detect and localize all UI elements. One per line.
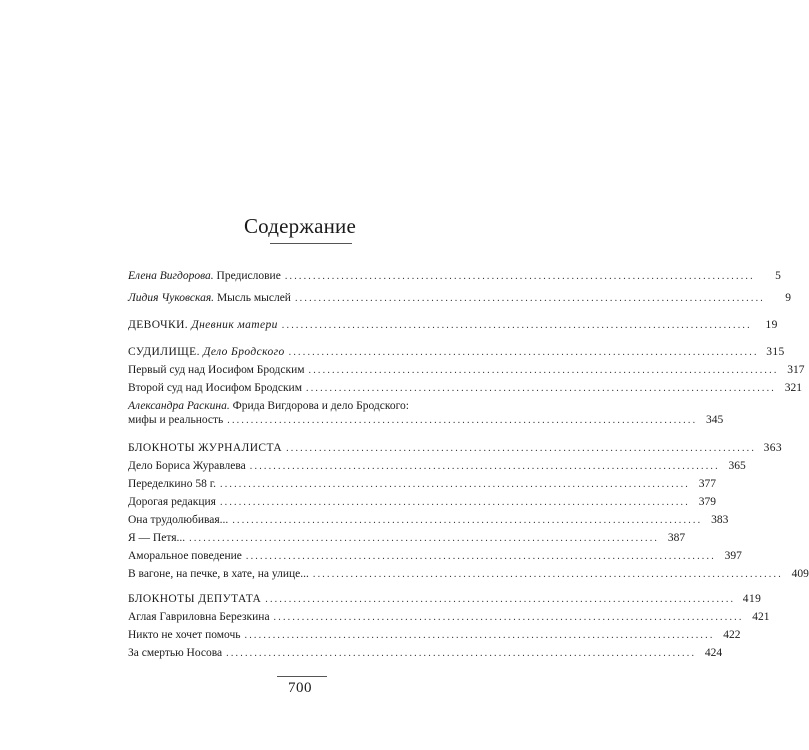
toc-subtitle: Дело Бродского	[203, 346, 285, 358]
dot-leader: ....................................................................................................	[265, 594, 736, 605]
toc-page-number: 377	[698, 478, 716, 490]
toc-entry[interactable]	[128, 567, 809, 582]
toc-entry-preface[interactable]	[128, 269, 781, 284]
toc-entry[interactable]	[128, 646, 723, 661]
toc-title: Переделкино 58 г.	[128, 478, 216, 490]
toc-title: Она трудолюбивая...	[128, 514, 229, 526]
dot-leader: ....................................................................................................	[294, 293, 765, 304]
dot-leader: ....................................................................................................	[220, 479, 690, 490]
toc-entry-thought[interactable]	[128, 291, 791, 306]
toc-section-deputy[interactable]	[128, 592, 762, 607]
toc-page-number: 315	[766, 346, 785, 358]
page-title: Содержание	[243, 214, 357, 238]
dot-leader: ....................................................................................................	[281, 320, 752, 331]
toc-page-number: 422	[723, 629, 741, 641]
toc-page-number: 345	[706, 414, 724, 426]
toc-title: БЛОКНОТЫ ДЕПУТАТА	[128, 593, 262, 605]
toc-entry[interactable]	[128, 531, 686, 546]
dot-leader: ....................................................................................................	[245, 551, 716, 562]
dot-leader: ....................................................................................................	[306, 383, 776, 394]
toc-author: Александра Раскина.	[128, 400, 230, 412]
toc-title: Дело Бориса Журавлева	[128, 460, 246, 472]
toc-entry[interactable]	[128, 381, 802, 396]
toc-entry[interactable]	[128, 628, 741, 643]
dot-leader: ....................................................................................................	[189, 533, 660, 544]
dot-leader: ....................................................................................................	[226, 648, 697, 659]
dot-leader: ....................................................................................................	[244, 630, 715, 641]
page-number: 700	[288, 680, 312, 696]
toc-page-number: 317	[787, 364, 805, 376]
toc-author: Елена Вигдорова.	[128, 270, 214, 282]
toc-section-sudilishche[interactable]	[128, 345, 785, 360]
toc-title-continued: мифы и реальность	[128, 414, 224, 426]
toc-title: ДЕВОЧКИ.	[128, 319, 192, 331]
toc-author: Лидия Чуковская.	[128, 292, 215, 304]
toc-page-number: 9	[785, 292, 791, 304]
dot-leader: ....................................................................................................	[286, 443, 757, 454]
dot-leader: ....................................................................................................	[288, 347, 759, 358]
toc-page-number: 397	[724, 550, 742, 562]
toc-title: Фрида Вигдорова и дело Бродского:	[229, 400, 409, 412]
toc-title: В вагоне, на печке, в хате, на улице...	[128, 568, 309, 580]
toc-page-number: 5	[775, 270, 781, 282]
toc-entry-raskina[interactable]	[128, 399, 724, 428]
toc-title: Дорогая редакция	[128, 496, 216, 508]
dot-leader: ....................................................................................................	[219, 497, 690, 508]
toc-page-number: 409	[791, 568, 809, 580]
toc-title: Предисловие	[213, 270, 281, 282]
folio-divider	[277, 676, 327, 677]
toc-page-number: 387	[667, 532, 686, 544]
dot-leader: ....................................................................................................	[249, 461, 720, 472]
dot-leader: ....................................................................................................	[284, 271, 755, 282]
toc-page-number: 421	[752, 611, 770, 623]
toc-page-number: 424	[704, 647, 723, 659]
toc-page-number: 419	[742, 593, 762, 605]
toc-page-number: 383	[711, 514, 729, 526]
toc-page-number: 365	[728, 460, 746, 472]
dot-leader: ....................................................................................................	[312, 569, 783, 580]
toc-title: Второй суд над Иосифом Бродским	[128, 382, 302, 394]
toc-entry[interactable]	[128, 513, 729, 528]
toc-page-number: 19	[765, 319, 778, 331]
table-of-contents	[128, 0, 809, 750]
toc-page-number: 363	[763, 442, 783, 454]
toc-section-journalist[interactable]	[128, 441, 783, 456]
toc-title: Первый суд над Иосифом Бродским	[128, 364, 305, 376]
toc-entry[interactable]	[128, 477, 716, 492]
toc-entry[interactable]	[128, 459, 746, 474]
toc-title: Я — Петя...	[128, 532, 186, 544]
toc-page-number: 379	[698, 496, 716, 508]
dot-leader: ....................................................................................................	[227, 415, 698, 426]
toc-title: БЛОКНОТЫ ЖУРНАЛИСТА	[128, 442, 283, 454]
toc-title: Никто не хочет помочь	[128, 629, 241, 641]
toc-section-devochki[interactable]	[128, 318, 778, 333]
toc-title: За смертью Носова	[128, 647, 223, 659]
toc-title: Аморальное поведение	[128, 550, 242, 562]
toc-entry[interactable]	[128, 363, 805, 378]
toc-entry[interactable]	[128, 610, 770, 625]
dot-leader: ....................................................................................................	[273, 612, 744, 623]
toc-entry[interactable]	[128, 549, 742, 564]
toc-entry[interactable]	[128, 495, 716, 510]
toc-subtitle: Дневник матери	[191, 319, 278, 331]
dot-leader: ....................................................................................................	[308, 365, 779, 376]
toc-title: Аглая Гавриловна Березкина	[128, 611, 270, 623]
toc-title: Мысль мыслей	[214, 292, 291, 304]
toc-title: СУДИЛИЩЕ.	[128, 346, 204, 358]
toc-page-number: 321	[784, 382, 802, 394]
dot-leader: ....................................................................................................	[232, 515, 703, 526]
